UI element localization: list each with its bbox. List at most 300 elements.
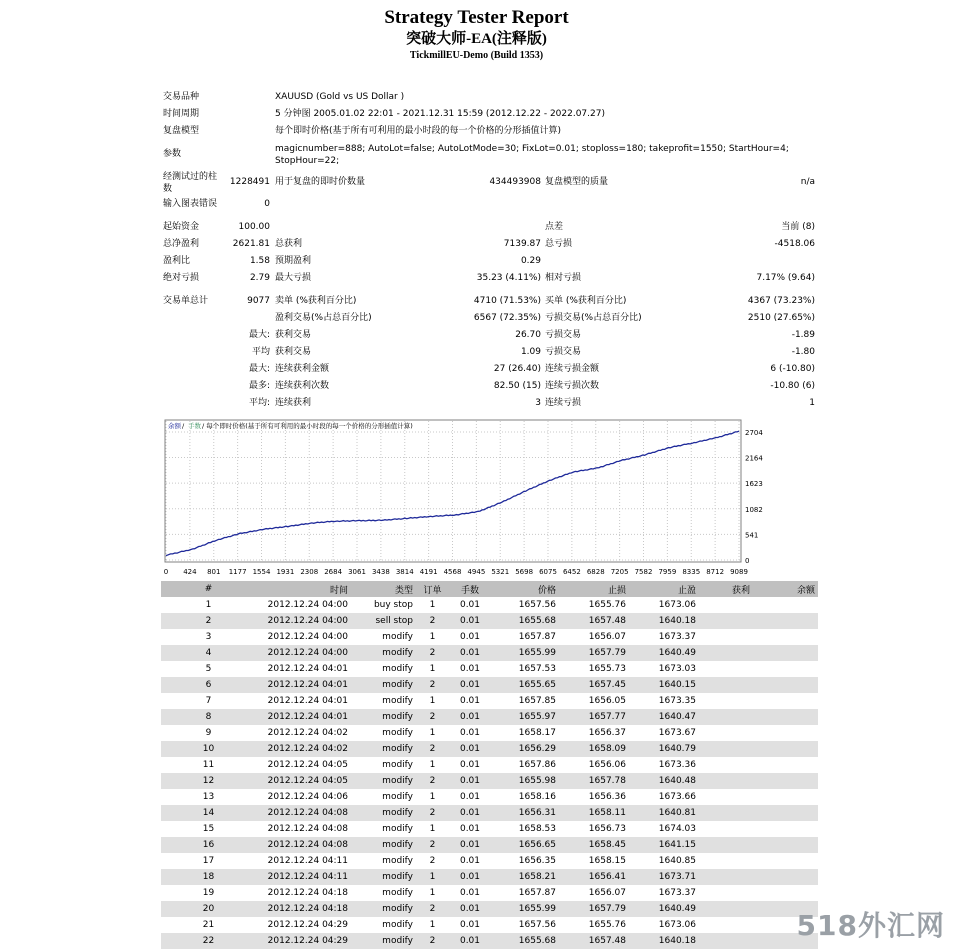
table-cell: 0.01 xyxy=(449,741,491,757)
model-label: 复盘模型 xyxy=(163,126,200,136)
table-cell: 20 xyxy=(161,901,256,917)
stats-row-total xyxy=(163,293,818,310)
gross-profit-value: 7139.87 xyxy=(503,239,541,249)
table-cell: 1656.29 xyxy=(491,741,559,757)
table-cell: 2012.12.24 04:05 xyxy=(267,760,348,770)
table-cell: 2012.12.24 04:29 xyxy=(256,933,351,949)
chart-x-tick-label: 3814 xyxy=(395,568,414,576)
period-value: 5 分钟图 2005.01.02 22:01 - 2021.12.31 15:59 (2012.12.22 - 2022.07.27) xyxy=(275,109,605,119)
table-cell: 0.01 xyxy=(459,888,481,898)
table-cell: 2 xyxy=(416,677,449,693)
table-cell: modify xyxy=(351,869,416,885)
table-cell: 1 xyxy=(429,888,436,898)
table-cell: 0.01 xyxy=(459,760,481,770)
pf-label: 盈利比 xyxy=(163,256,191,266)
table-cell xyxy=(699,869,753,885)
loss-trades-value: 2510 (27.65%) xyxy=(747,313,815,323)
table-cell xyxy=(699,725,753,741)
table-cell: 2 xyxy=(416,901,449,917)
table-cell: 1658.11 xyxy=(559,805,629,821)
table-cell xyxy=(699,741,753,757)
table-cell: 1658.09 xyxy=(559,741,629,757)
chart-x-tick-label: 424 xyxy=(183,568,197,576)
gross-loss-value: -4518.06 xyxy=(774,239,815,249)
table-cell xyxy=(699,789,753,805)
table-row xyxy=(161,645,818,661)
largest-win-label: 获利交易 xyxy=(275,330,312,340)
table-cell: 1655.68 xyxy=(491,613,559,629)
table-cell xyxy=(753,661,818,677)
table-cell: 0.01 xyxy=(459,664,481,674)
table-cell: 1673.37 xyxy=(658,632,696,642)
table-row xyxy=(161,693,818,709)
largest-win-value: 26.70 xyxy=(515,330,541,340)
table-row xyxy=(161,757,818,773)
table-cell: 12 xyxy=(161,773,256,789)
chart-y-tick-label: 0 xyxy=(745,557,750,565)
table-cell: 15 xyxy=(202,824,215,834)
table-row xyxy=(161,917,818,933)
table-cell xyxy=(699,757,753,773)
table-cell: modify xyxy=(351,677,416,693)
table-row xyxy=(161,789,818,805)
table-row xyxy=(161,805,818,821)
bars-value: 1228491 xyxy=(229,177,270,187)
stats-row-most xyxy=(163,378,818,395)
table-cell: 1640.48 xyxy=(629,773,699,789)
table-row xyxy=(161,885,818,901)
chart-x-tick-label: 4191 xyxy=(419,568,438,576)
stats-row-dd xyxy=(163,270,818,287)
table-cell: 0.01 xyxy=(449,709,491,725)
table-row xyxy=(161,853,818,869)
table-cell xyxy=(753,725,818,741)
table-cell xyxy=(753,821,818,837)
table-row xyxy=(161,869,818,885)
table-header-cell: 余额 xyxy=(753,581,818,597)
chart-x-tick-label: 8712 xyxy=(706,568,725,576)
table-header-cell: 止盈 xyxy=(629,581,699,597)
model-row xyxy=(163,123,818,140)
avg-cons-win-label: 连续获利 xyxy=(275,398,312,408)
table-cell: 2012.12.24 04:00 xyxy=(256,645,351,661)
report-subtitle: 突破大师-EA(注释版) xyxy=(406,31,547,47)
table-cell: 1657.79 xyxy=(559,645,629,661)
avg-cons-loss-value: 1 xyxy=(809,398,815,408)
table-cell: 0.01 xyxy=(459,728,481,738)
most-loss-label: 连续亏损次数 xyxy=(545,381,600,391)
table-cell xyxy=(753,773,818,789)
table-cell: 9 xyxy=(205,728,212,738)
table-cell: 2 xyxy=(416,645,449,661)
table-cell: 3 xyxy=(205,632,212,642)
table-cell xyxy=(699,597,753,613)
table-cell xyxy=(699,645,753,661)
gross-loss-label: 总亏损 xyxy=(545,239,573,249)
chart-y-tick-label: 541 xyxy=(745,531,759,540)
report-server: TickmillEU-Demo (Build 1353) xyxy=(409,50,544,61)
chart-x-tick-label: 2684 xyxy=(324,568,343,576)
table-cell xyxy=(699,901,753,917)
model-value: 每个即时价格(基于所有可利用的最小时段的每一个价格的分形插值计算) xyxy=(275,126,562,136)
chart-x-tick-label: 9089 xyxy=(730,568,748,576)
quality-value: n/a xyxy=(800,177,815,187)
stats-row-max-cons xyxy=(163,361,818,378)
average-marker: 平均 xyxy=(251,347,270,357)
table-cell: 0.01 xyxy=(449,933,491,949)
table-cell: 2012.12.24 04:08 xyxy=(256,837,351,853)
table-cell xyxy=(753,629,818,645)
stats-row-largest xyxy=(163,327,818,344)
table-cell: 1656.31 xyxy=(491,805,559,821)
table-cell: modify xyxy=(382,792,413,802)
table-cell: modify xyxy=(351,741,416,757)
table-cell: 7 xyxy=(205,696,212,706)
table-row xyxy=(161,661,818,677)
table-cell: 2012.12.24 04:02 xyxy=(256,741,351,757)
max-cons-win-value: 27 (26.40) xyxy=(493,364,541,374)
report-header xyxy=(0,7,953,63)
table-cell: 0.01 xyxy=(449,901,491,917)
rel-dd-value: 7.17% (9.64) xyxy=(756,273,815,283)
table-cell: 1656.41 xyxy=(559,869,629,885)
table-cell: 14 xyxy=(161,805,256,821)
table-cell xyxy=(699,821,753,837)
table-cell: 21 xyxy=(202,920,215,930)
table-cell xyxy=(753,869,818,885)
site-watermark: 518外汇网 xyxy=(796,909,945,942)
table-cell: 1 xyxy=(429,792,436,802)
table-cell: 1657.53 xyxy=(518,664,556,674)
table-cell: 2012.12.24 04:02 xyxy=(267,728,348,738)
avg-cons-win-value: 3 xyxy=(535,398,541,408)
table-cell xyxy=(699,885,753,901)
abs-dd-label: 绝对亏损 xyxy=(163,273,200,283)
table-cell: 2 xyxy=(416,613,449,629)
table-cell: buy stop xyxy=(373,600,413,610)
period-label: 时间周期 xyxy=(163,109,200,119)
table-cell: modify xyxy=(382,920,413,930)
table-cell: 2 xyxy=(416,837,449,853)
net-value: 2621.81 xyxy=(232,239,270,249)
most-win-value: 82.50 (15) xyxy=(493,381,541,391)
table-cell: modify xyxy=(351,837,416,853)
table-cell: 1655.65 xyxy=(491,677,559,693)
table-cell: 2012.12.24 04:29 xyxy=(267,920,348,930)
chart-x-tick-label: 6828 xyxy=(586,568,605,576)
table-cell: 16 xyxy=(161,837,256,853)
table-cell: modify xyxy=(351,933,416,949)
stats-row-net xyxy=(163,236,818,253)
chart-x-tick-label: 4945 xyxy=(467,568,486,576)
table-cell: modify xyxy=(351,645,416,661)
table-cell: 4 xyxy=(161,645,256,661)
bars-label-1: 经测试过的柱 xyxy=(163,172,218,182)
table-cell xyxy=(753,853,818,869)
chart-x-tick-label: 7582 xyxy=(634,568,653,576)
ticks-value: 434493908 xyxy=(489,177,541,187)
quality-label: 复盘模型的质量 xyxy=(545,177,609,187)
table-cell: 1658.17 xyxy=(518,728,556,738)
pf-value: 1.58 xyxy=(249,256,270,266)
balance-chart-svg xyxy=(163,418,783,576)
table-cell: 1657.56 xyxy=(518,600,556,610)
table-cell xyxy=(699,629,753,645)
table-cell: 1673.36 xyxy=(658,760,696,770)
report-title: Strategy Tester Report xyxy=(384,7,569,28)
table-cell: modify xyxy=(382,888,413,898)
table-cell: 2 xyxy=(416,709,449,725)
table-cell: 2012.12.24 04:00 xyxy=(267,632,348,642)
table-cell: sell stop xyxy=(351,613,416,629)
table-cell xyxy=(753,645,818,661)
table-cell: 1657.45 xyxy=(559,677,629,693)
payoff-value: 0.29 xyxy=(520,256,541,266)
table-cell: 1658.53 xyxy=(518,824,556,834)
table-cell xyxy=(753,677,818,693)
table-cell xyxy=(753,805,818,821)
loss-trades-label: 亏损交易(%占总百分比) xyxy=(545,313,642,323)
table-row xyxy=(161,597,818,613)
chart-y-tick-label: 1623 xyxy=(745,480,763,489)
table-cell: 2 xyxy=(416,805,449,821)
table-cell: modify xyxy=(382,856,413,866)
chart-x-tick-label: 6075 xyxy=(539,568,557,576)
table-cell: 0.01 xyxy=(449,869,491,885)
period-row xyxy=(163,106,818,123)
table-cell: 1655.76 xyxy=(588,600,626,610)
table-cell: 1640.85 xyxy=(658,856,696,866)
table-cell: 1655.73 xyxy=(588,664,626,674)
params-value xyxy=(275,143,789,167)
table-cell: 1673.71 xyxy=(629,869,699,885)
table-row xyxy=(161,773,818,789)
stats-row-winloss xyxy=(163,310,818,327)
chart-legend-model: / 每个即时价格(基于所有可利用的最小时段的每一个价格的分形插值计算) xyxy=(202,422,413,430)
table-cell: modify xyxy=(382,760,413,770)
table-cell: 2012.12.24 04:18 xyxy=(256,901,351,917)
chart-x-tick-label: 1931 xyxy=(276,568,295,576)
table-cell: 2012.12.24 04:05 xyxy=(256,773,351,789)
table-cell xyxy=(753,613,818,629)
symbol-label: 交易品种 xyxy=(163,92,200,102)
long-label: 买单 (%获利百分比) xyxy=(545,296,627,306)
table-cell xyxy=(699,773,753,789)
table-cell: 2012.12.24 04:11 xyxy=(256,869,351,885)
win-trades-value: 6567 (72.35%) xyxy=(473,313,541,323)
table-cell: 2 xyxy=(416,773,449,789)
table-cell: 1657.86 xyxy=(518,760,556,770)
table-cell xyxy=(699,613,753,629)
table-cell: 0.01 xyxy=(449,805,491,821)
table-cell: 0.01 xyxy=(449,773,491,789)
errors-label: 输入图表错误 xyxy=(163,199,218,209)
total-value: 9077 xyxy=(247,296,270,306)
table-cell: modify xyxy=(351,805,416,821)
table-cell: modify xyxy=(382,664,413,674)
largest-loss-label: 亏损交易 xyxy=(545,330,582,340)
table-cell: 1658.16 xyxy=(518,792,556,802)
chart-x-tick-label: 1177 xyxy=(228,568,247,576)
table-cell: 1673.06 xyxy=(658,600,696,610)
table-cell: 1656.65 xyxy=(491,837,559,853)
stats-grid xyxy=(163,219,818,412)
deposit-value: 100.00 xyxy=(238,222,270,232)
table-cell: modify xyxy=(382,632,413,642)
max-cons-marker: 最大: xyxy=(248,364,270,374)
report-info xyxy=(163,89,818,412)
table-cell: 1673.35 xyxy=(658,696,696,706)
table-row xyxy=(161,677,818,693)
orders-table xyxy=(161,581,818,949)
table-cell: 1657.85 xyxy=(518,696,556,706)
chart-x-tick-label: 7959 xyxy=(658,568,677,576)
table-row xyxy=(161,901,818,917)
table-cell: 1657.79 xyxy=(559,901,629,917)
table-cell: 1674.03 xyxy=(658,824,696,834)
table-cell: 1673.06 xyxy=(658,920,696,930)
table-cell: 13 xyxy=(202,792,215,802)
table-cell: 1657.78 xyxy=(559,773,629,789)
table-cell: 1656.07 xyxy=(588,632,626,642)
chart-x-tick-label: 0 xyxy=(163,568,169,576)
chart-y-tick-label: 1082 xyxy=(745,505,763,514)
long-value: 4367 (73.23%) xyxy=(747,296,815,306)
params-label: 参数 xyxy=(163,149,182,159)
table-cell: 2 xyxy=(416,933,449,949)
table-cell: 2012.12.24 04:08 xyxy=(267,824,348,834)
most-marker: 最多: xyxy=(248,381,270,391)
table-cell: 10 xyxy=(161,741,256,757)
chart-x-tick-label: 4568 xyxy=(443,568,462,576)
table-cell: 1656.05 xyxy=(588,696,626,706)
chart-legend-sep: / xyxy=(182,422,185,430)
net-label: 总净盈利 xyxy=(163,239,200,249)
table-cell: 1658.21 xyxy=(491,869,559,885)
largest-loss-value: -1.89 xyxy=(791,330,815,340)
params-line-1: magicnumber=888; AutoLot=false; AutoLotMode=30; FixLot=0.01; stoploss=180; takeprofit=1550; StartHour=4; xyxy=(275,144,789,154)
table-cell xyxy=(753,789,818,805)
chart-x-tick-label: 5698 xyxy=(515,568,534,576)
table-cell: 2012.12.24 04:00 xyxy=(256,613,351,629)
table-header-cell: 时间 xyxy=(256,581,351,597)
table-header-cell: # xyxy=(161,581,256,597)
balance-chart xyxy=(163,418,783,576)
chart-x-tick-label: 801 xyxy=(207,568,221,576)
table-header-cell: 手数 xyxy=(449,581,491,597)
table-header-cell: 价格 xyxy=(491,581,559,597)
table-row xyxy=(161,837,818,853)
symbol-value: XAUUSD (Gold vs US Dollar ) xyxy=(275,92,405,102)
table-cell xyxy=(753,757,818,773)
table-cell: 1640.18 xyxy=(629,933,699,949)
bars-label xyxy=(163,171,217,195)
table-cell xyxy=(699,709,753,725)
table-cell: 2012.12.24 04:11 xyxy=(267,856,348,866)
table-cell: 1657.48 xyxy=(559,933,629,949)
table-cell: 1 xyxy=(416,869,449,885)
table-cell: 1640.47 xyxy=(629,709,699,725)
max-cons-win-label: 连续获利金额 xyxy=(275,364,330,374)
table-row xyxy=(161,741,818,757)
table-cell: 6 xyxy=(161,677,256,693)
chart-legend-balance: 余额 xyxy=(168,422,181,430)
table-cell xyxy=(753,597,818,613)
table-header-cell: 订单 xyxy=(416,581,449,597)
table-cell xyxy=(699,805,753,821)
spread-value: 当前 (8) xyxy=(781,222,815,232)
max-dd-value: 35.23 (4.11%) xyxy=(476,273,541,283)
table-cell: 1657.48 xyxy=(559,613,629,629)
table-cell: 2012.12.24 04:06 xyxy=(267,792,348,802)
largest-marker: 最大: xyxy=(248,330,270,340)
bars-label-2: 数 xyxy=(163,184,173,194)
spread-label: 点差 xyxy=(545,222,564,232)
orders-table-header xyxy=(161,581,818,597)
stats-row-pf xyxy=(163,253,818,270)
table-cell xyxy=(699,853,753,869)
errors-value: 0 xyxy=(264,199,270,209)
table-cell: 1641.15 xyxy=(629,837,699,853)
table-cell: 1657.56 xyxy=(518,920,556,930)
table-cell xyxy=(699,837,753,853)
table-cell: 1673.03 xyxy=(658,664,696,674)
short-label: 卖单 (%获利百分比) xyxy=(275,296,357,306)
table-cell: 1655.97 xyxy=(491,709,559,725)
table-cell: modify xyxy=(382,728,413,738)
table-cell: modify xyxy=(382,824,413,834)
table-cell: 2012.12.24 04:18 xyxy=(267,888,348,898)
params-line-2: StopHour=22; xyxy=(275,156,340,166)
table-cell: 1658.15 xyxy=(588,856,626,866)
table-cell: 1655.68 xyxy=(491,933,559,949)
table-cell: 2012.12.24 04:00 xyxy=(267,600,348,610)
table-cell: 1658.45 xyxy=(559,837,629,853)
table-cell: 1656.06 xyxy=(588,760,626,770)
table-cell: 0.01 xyxy=(459,792,481,802)
chart-x-tick-label: 8335 xyxy=(682,568,701,576)
total-label: 交易单总计 xyxy=(163,296,209,306)
table-cell: 1656.37 xyxy=(588,728,626,738)
table-cell: 1 xyxy=(429,728,436,738)
chart-y-tick-label: 2164 xyxy=(745,454,763,463)
table-cell: 1657.87 xyxy=(518,632,556,642)
avg-win-label: 获利交易 xyxy=(275,347,312,357)
table-cell: 2012.12.24 04:08 xyxy=(256,805,351,821)
table-cell xyxy=(699,661,753,677)
table-cell: 2 xyxy=(161,613,256,629)
table-row xyxy=(161,709,818,725)
chart-x-tick-label: 5321 xyxy=(491,568,510,576)
chart-x-tick-label: 2308 xyxy=(300,568,319,576)
table-row xyxy=(161,821,818,837)
table-row xyxy=(161,613,818,629)
avg-win-value: 1.09 xyxy=(520,347,541,357)
table-cell: modify xyxy=(351,901,416,917)
table-cell: modify xyxy=(351,773,416,789)
table-cell: 11 xyxy=(202,760,215,770)
chart-x-tick-label: 6452 xyxy=(562,568,581,576)
chart-x-tick-label: 7205 xyxy=(610,568,629,576)
table-cell: 0.01 xyxy=(459,696,481,706)
gross-profit-label: 总获利 xyxy=(275,239,303,249)
table-cell: modify xyxy=(351,709,416,725)
max-cons-loss-value: 6 (-10.80) xyxy=(770,364,815,374)
max-dd-label: 最大亏损 xyxy=(275,273,312,283)
table-row xyxy=(161,725,818,741)
table-cell: 1673.37 xyxy=(658,888,696,898)
table-cell: 0.01 xyxy=(449,613,491,629)
